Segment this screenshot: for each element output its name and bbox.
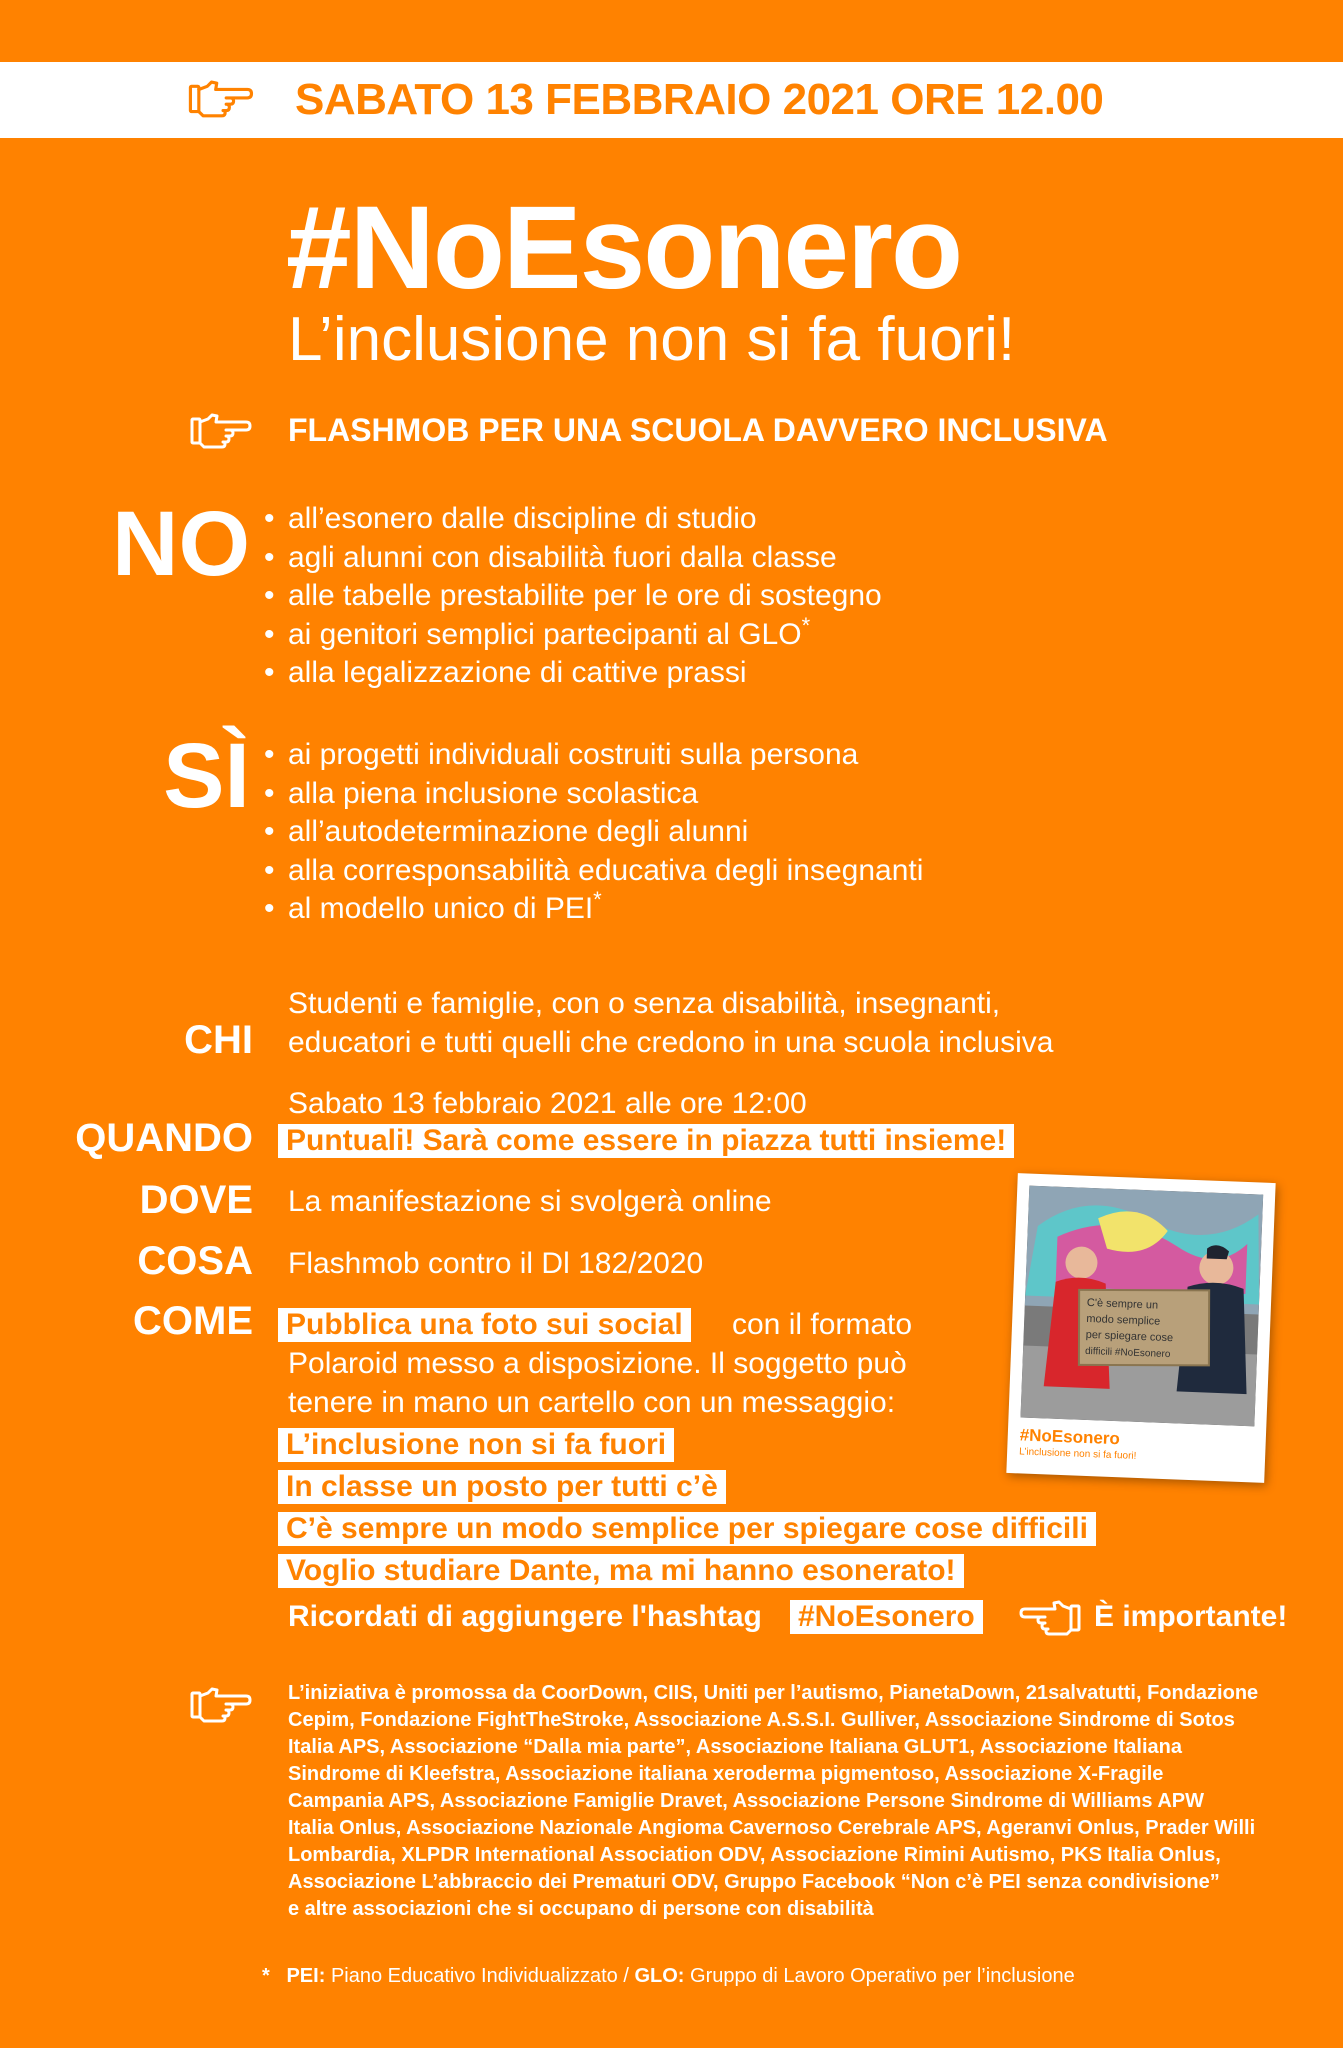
sign-text: per spiegare cose [1085, 1328, 1174, 1345]
list-item: • alla piena inclusione scolastica [264, 775, 923, 814]
promoters-line: Sindrome di Kleefstra, Associazione italiana xeroderma pigmentoso, Associazione X-Fragile [288, 1763, 1164, 1785]
footnote-star: * [262, 1965, 270, 1987]
promoters-line: Cepim, Fondazione FightTheStroke, Associazione A.S.S.I. Gulliver, Associazione Sindrome di Sotos [288, 1709, 1235, 1731]
sign-text: difficili #NoEsonero [1084, 1345, 1171, 1361]
chi-label: CHI [184, 1018, 253, 1062]
pointing-hand-right-icon [190, 412, 254, 452]
come-label: COME [133, 1299, 253, 1343]
list-item: • ai progetti individuali costruiti sulla persona [264, 736, 923, 775]
polaroid-hashtag: #NoEsonero [1019, 1425, 1121, 1449]
slogan: In classe un posto per tutti c’è [278, 1470, 726, 1504]
pointing-hand-right-icon [186, 80, 258, 120]
come-text: Polaroid messo a disposizione. Il soggetto può [288, 1347, 907, 1380]
asterisk: * [801, 612, 811, 638]
polaroid-tagline: L’inclusione non si fa fuori! [1018, 1446, 1137, 1462]
pointing-hand-right-icon [190, 1686, 254, 1726]
cosa-label: COSA [137, 1239, 253, 1283]
promoters-line: Italia Onlus, Associazione Nazionale Angioma Cavernoso Cerebrale APS, Ageranvi Onlus, Prader Willi [288, 1817, 1256, 1839]
no-list [264, 500, 882, 693]
glo-label: GLO: [634, 1965, 685, 1987]
promoters-text [288, 1680, 1308, 1923]
top-banner [0, 62, 1343, 138]
quando-highlight: Puntuali! Sarà come essere in piazza tutti insieme! [278, 1124, 1014, 1158]
come-text: con il formato [732, 1308, 913, 1341]
list-item: • alle tabelle prestabilite per le ore di sostegno [264, 577, 882, 616]
no-label: NO [112, 493, 250, 595]
dove-text: La manifestazione si svolgerà online [288, 1185, 772, 1218]
quando-label: QUANDO [75, 1116, 253, 1160]
banner-date: SABATO 13 FEBBRAIO 2021 ORE 12.00 [295, 75, 1104, 124]
pei-label: PEI: [286, 1965, 326, 1987]
reminder-text: Ricordati di aggiungere l'hashtag [288, 1600, 762, 1633]
promoters-line: Associazione L’abbraccio dei Prematuri ODV, Gruppo Facebook “Non c’è PEI senza condivisione” [288, 1871, 1220, 1893]
photo-illustration [1020, 1186, 1263, 1427]
list-item: • agli alunni con disabilità fuori dalla classe [264, 539, 882, 578]
promoters-line: L’iniziativa è promossa da CoorDown, CIIS, Uniti per l’autismo, PianetaDown, 21salvatutti, Fondazione [288, 1682, 1259, 1704]
chi-text [288, 985, 1053, 1062]
tagline: L’inclusione non si fa fuori! [288, 305, 1016, 374]
dove-label: DOVE [139, 1178, 253, 1222]
list-item: • alla corresponsabilità educativa degli insegnanti [264, 852, 923, 891]
promoters-line: Italia APS, Associazione “Dalla mia parte”, Associazione Italiana GLUT1, Associazione Italiana [288, 1736, 1182, 1758]
promoters-line: e altre associazioni che si occupano di persone con disabilità [288, 1898, 874, 1920]
pointing-hand-left-icon [1014, 1600, 1084, 1638]
promoters-line: Lombardia, XLPDR International Association ODV, Associazione Rimini Autismo, PKS Italia Onlus, [288, 1844, 1221, 1866]
quando-text: Sabato 13 febbraio 2021 alle ore 12:00 [288, 1087, 807, 1120]
cosa-text: Flashmob contro il Dl 182/2020 [288, 1247, 704, 1280]
chi-line: Studenti e famiglie, con o senza disabilità, insegnanti, [288, 987, 1001, 1020]
glo-text: Gruppo di Lavoro Operativo per l’inclusione [690, 1965, 1075, 1987]
hashtag-title: #NoEsonero [286, 182, 962, 314]
slogan: L’inclusione non si fa fuori [278, 1428, 674, 1462]
list-item: • all’esonero dalle discipline di studio [264, 500, 882, 539]
list-item: • ai genitori semplici partecipanti al GLO* [264, 616, 882, 655]
chi-line: educatori e tutti quelli che credono in una scuola inclusiva [288, 1025, 1054, 1059]
come-text: tenere in mano un cartello con un messaggio: [288, 1386, 896, 1419]
footnote [262, 1962, 1075, 1990]
asterisk: * [593, 887, 602, 912]
si-list [264, 736, 923, 929]
promoters-line: Campania APS, Associazione Famiglie Dravet, Associazione Persone Sindrome di Williams APW [288, 1790, 1205, 1812]
important-text: È importante! [1094, 1600, 1288, 1633]
polaroid-photo-frame [1006, 1173, 1275, 1483]
list-item: • all’autodeterminazione degli alunni [264, 813, 923, 852]
come-highlight: Pubblica una foto sui social [278, 1308, 691, 1342]
list-item: • alla legalizzazione di cattive prassi [264, 654, 882, 693]
reminder-hashtag: #NoEsonero [790, 1600, 983, 1634]
slogan: Voglio studiare Dante, ma mi hanno esonerato! [278, 1554, 964, 1588]
sign-text: modo semplice [1086, 1312, 1161, 1328]
pei-text: Piano Educativo Individualizzato / [330, 1965, 629, 1987]
slogan: C’è sempre un modo semplice per spiegare cose difficili [278, 1512, 1096, 1546]
si-label: SÌ [163, 725, 250, 827]
list-item: • al modello unico di PEI* [264, 890, 923, 929]
flashmob-heading: FLASHMOB PER UNA SCUOLA DAVVERO INCLUSIVA [288, 412, 1108, 448]
sign-text: C'è sempre un [1086, 1296, 1159, 1312]
polaroid-photo [1020, 1186, 1263, 1427]
